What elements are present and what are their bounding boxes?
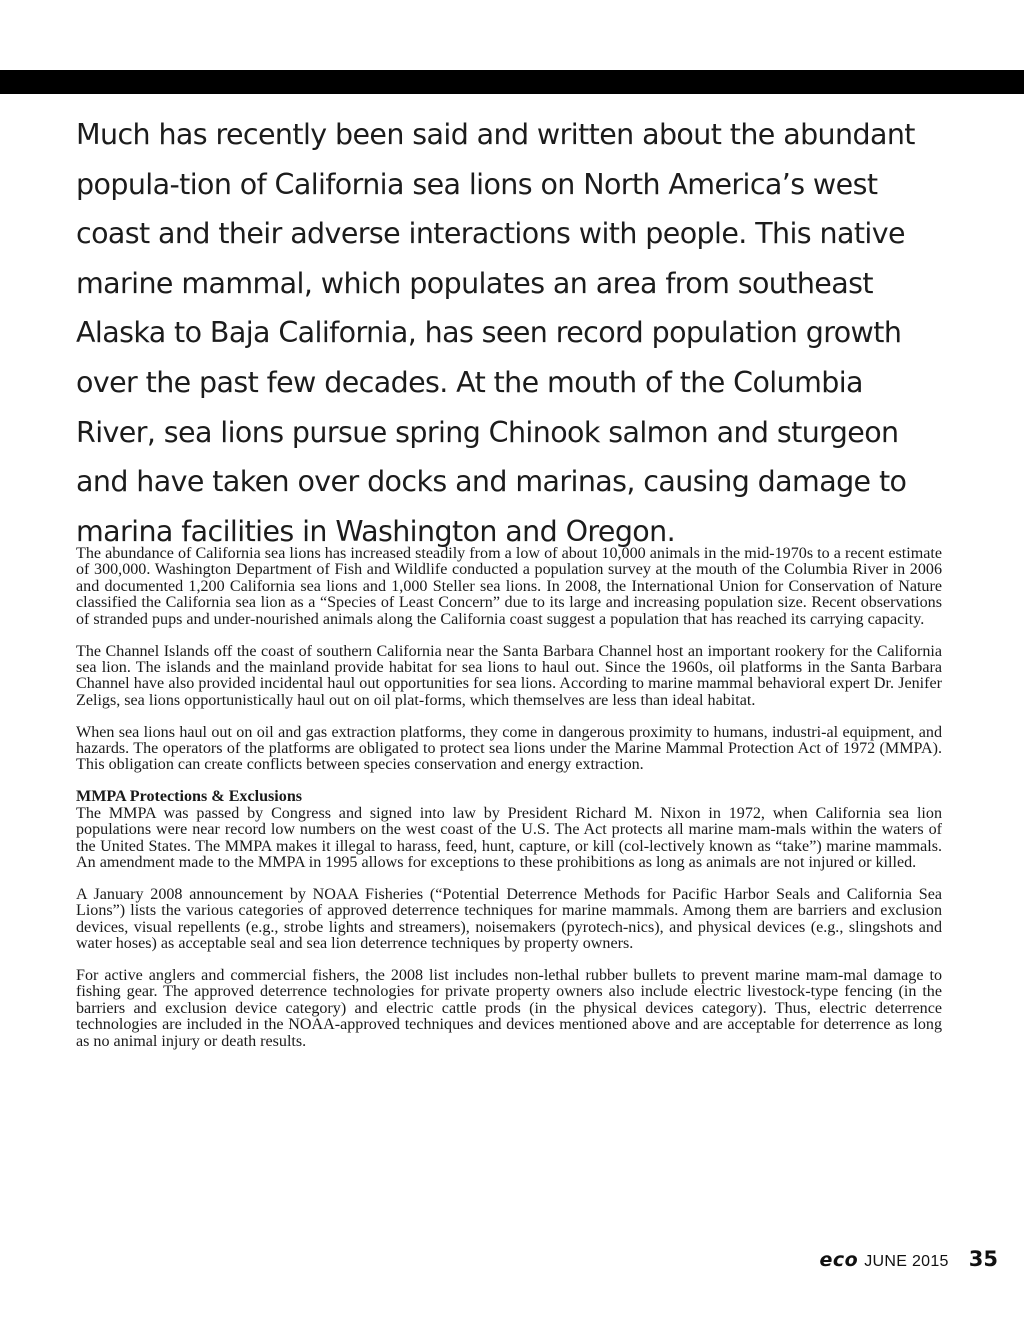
page-footer xyxy=(820,1247,998,1277)
body-paragraph: The Channel Islands off the coast of southern California near the Santa Barbara Channel host an important rookery for the California sea lion. The islands and the mainland provide habitat for sea lions to haul out. Since the 1960s, oil platforms in the Santa Barbara Channel have also provided incidental haul out opportunities for sea lions. According to marine mammal behavioral expert Dr. Jenifer Zeligs, sea lions opportunistically haul out on oil plat-forms, which themselves are less than ideal habitat. xyxy=(76,642,942,709)
magazine-logo: eco xyxy=(819,1249,859,1271)
page-number: 35 xyxy=(968,1247,998,1271)
body-paragraph: When sea lions haul out on oil and gas extraction platforms, they come in dangerous proximity to humans, industri-al equipment, and hazards. The operators of the platforms are obligated to protect sea lions under the Marine Mammal Protection Act of 1972 (MMPA). This obligation can create conflicts between species conservation and energy extraction. xyxy=(76,723,942,774)
section-heading: MMPA Protections & Exclusions xyxy=(76,788,303,806)
issue-date: JUNE 2015 xyxy=(864,1253,949,1270)
article-body xyxy=(76,546,942,1066)
body-paragraph: The MMPA was passed by Congress and signed into law by President Richard M. Nixon in 1972, when California sea lion populations were near record low numbers on the west coast of the U.S. The Act protects all marine mam-mals within the waters of the United States. The MMPA makes it illegal to harass, feed, hunt, capture, or kill (col-lectively known as “take”) marine mammals. An amendment made to the MMPA in 1995 allows for exceptions to these prohibitions as long as animals are not injured or killed. xyxy=(76,804,942,871)
body-paragraph: The abundance of California sea lions has increased steadily from a low of about 10,000 animals in the mid-1970s to a recent estimate of 300,000. Washington Department of Fish and Wildlife conducted a population survey at the mouth of the Columbia River in 2006 and documented 1,200 California sea lions and 1,000 Steller sea lions. In 2008, the International Union for Conservation of Nature classified the California sea lion as a “Species of Least Concern” due to its large and increasing population size. Recent observations of stranded pups and under-nourished animals along the California coast suggest a population that has reached its carrying capacity. xyxy=(76,545,942,628)
body-paragraph: For active anglers and commercial fishers, the 2008 list includes non-lethal rubber bullets to prevent marine mam-mal damage to fishing gear. The approved deterrence technologies for private property owners also include electric livestock-type fencing (in the barriers and exclusion device category) and electric cattle prods (in the physical devices category). Thus, electric deterrence technologies are included in the NOAA-approved techniques and devices mentioned above and are acceptable for deterrence as long as no animal injury or death results. xyxy=(76,967,942,1050)
header-rule xyxy=(0,70,1024,94)
intro-paragraph: Much has recently been said and written about the abundant popula-tion of California sea lions on North America’s west coast and their adverse interactions with people. This native marine mammal, which populates an area from southeast Alaska to Baja California, has seen record population growth over the past few decades. At the mouth of the Columbia River, sea lions pursue spring Chinook salmon and sturgeon and have taken over docks and marinas, causing damage to marina facilities in Washington and Oregon. xyxy=(76,118,915,548)
body-paragraph: A January 2008 announcement by NOAA Fisheries (“Potential Deterrence Methods for Pacific Harbor Seals and California Sea Lions”) lists the various categories of approved deterrence techniques for marine mammals. Among them are barriers and exclusion devices, visual repellents (e.g., strobe lights and streamers), noisemakers (pyrotech-nics), and physical devices (e.g., slingshots and water hoses) as acceptable seal and sea lion deterrence techniques by property owners. xyxy=(76,885,942,953)
